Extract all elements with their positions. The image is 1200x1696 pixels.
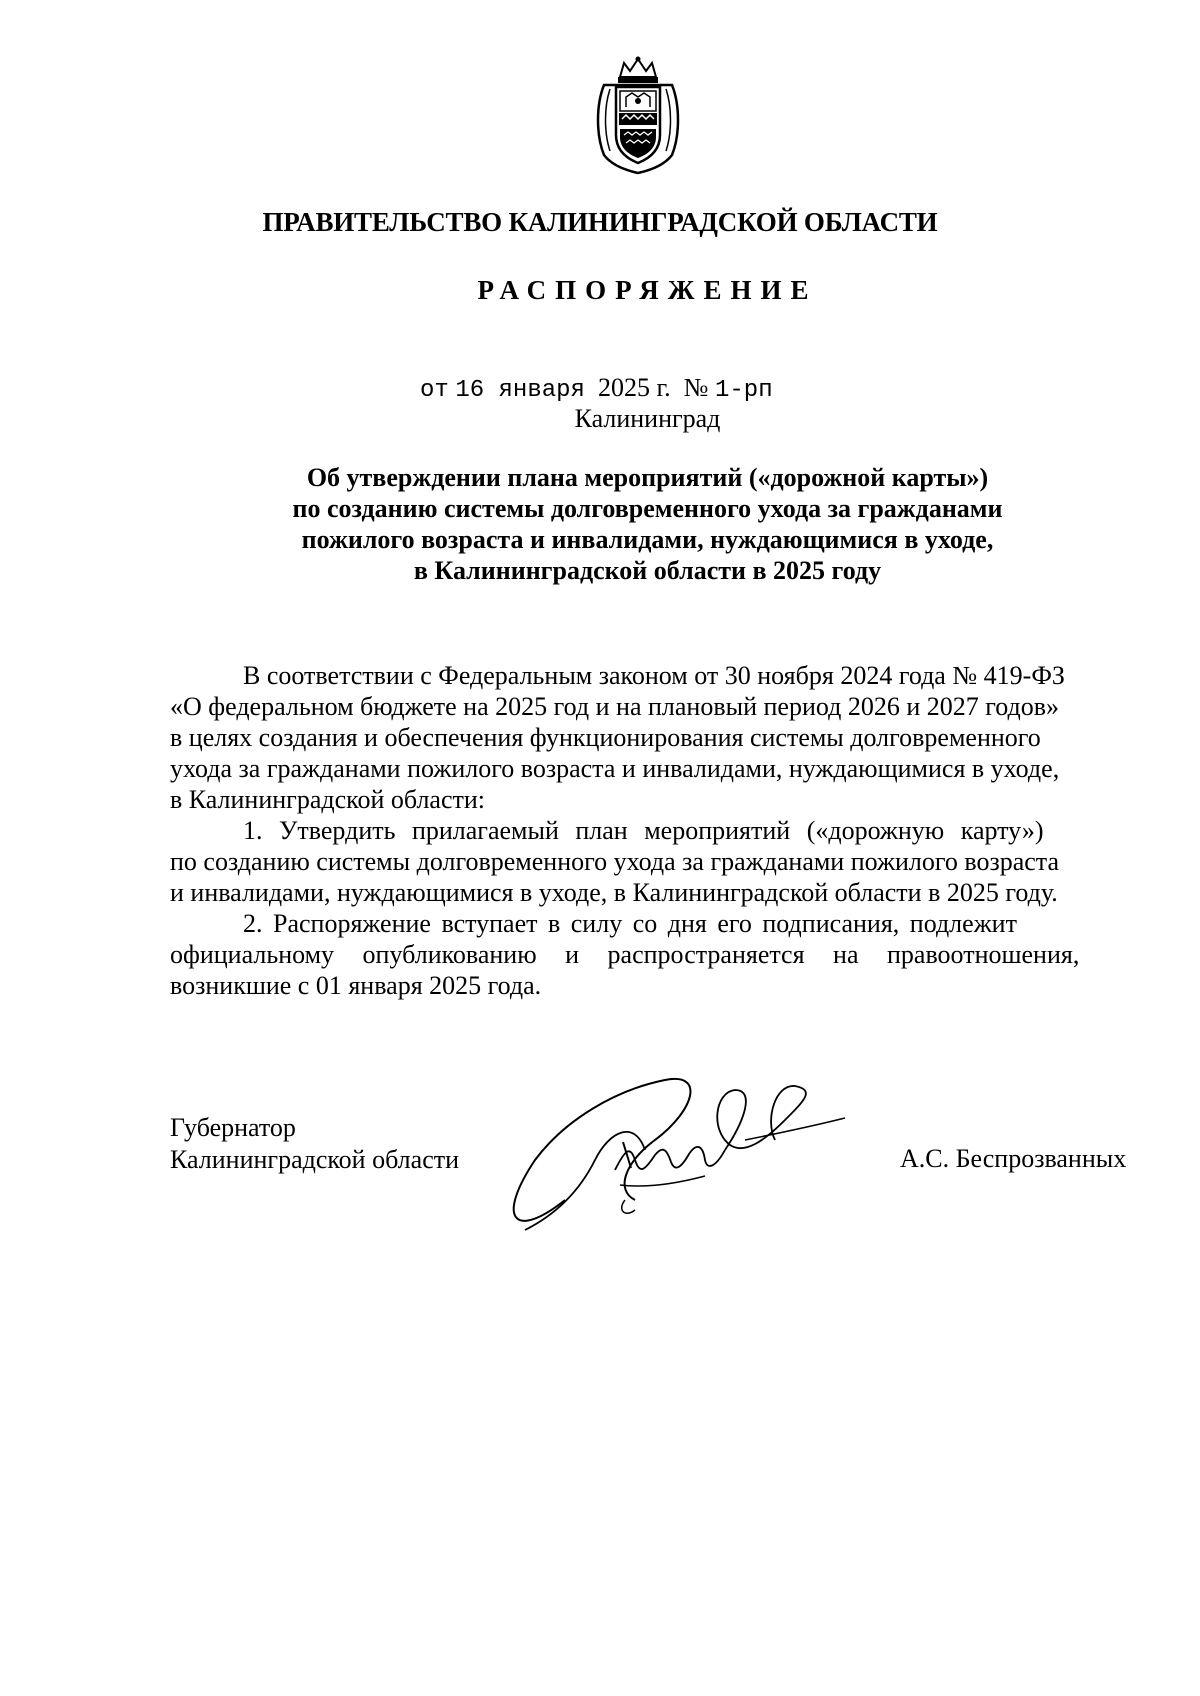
date-day: 16 января (455, 377, 585, 404)
preamble-line: В соответствии с Федеральным законом от 30 ноября 2024 года № 419-ФЗ (243, 661, 1065, 690)
item-1-line: и инвалидами, нуждающимися в уходе, в Калининградской области в 2025 году. (170, 878, 1058, 907)
organization-title: ПРАВИТЕЛЬСТВО КАЛИНИНГРАДСКОЙ ОБЛАСТИ (262, 207, 938, 237)
preamble-line: «О федеральном бюджете на 2025 год и на плановый период 2026 и 2027 годов» (170, 692, 1060, 721)
subject-line: Об утверждении плана мероприятий («дорожной карты») (306, 463, 989, 492)
signatory-name: А.С. Беспрозванных (900, 1144, 1127, 1173)
item-2-line: 2. Распоряжение вступает в силу со дня его подписания, подлежит (243, 909, 1017, 938)
document-body (170, 660, 1150, 1001)
subject-line: в Калининградской области в 2025 году (413, 556, 882, 585)
preamble-line: ухода за гражданами пожилого возраста и инвалидами, нуждающимися в уходе, (170, 754, 1060, 783)
date-from: от (420, 377, 449, 404)
position-line: Калининградской области (170, 1145, 460, 1174)
signatory-position (170, 1112, 459, 1176)
date-year: 2025 г. (597, 373, 671, 402)
subject-line: по созданию системы долговременного ухода за гражданами (292, 494, 1003, 523)
position-line: Губернатор (170, 1113, 296, 1142)
city: Калининград (574, 404, 721, 433)
preamble-line: в целях создания и обеспечения функционирования системы долговременного (170, 723, 1041, 752)
preamble-line: в Калининградской области: (170, 785, 486, 814)
item-2-line: официальному опубликованию и распространяется на правоотношения, (170, 940, 1080, 969)
number-sign: № (683, 373, 709, 402)
item-1-line: 1. Утвердить прилагаемый план мероприятий («дорожную карту») (243, 816, 1044, 845)
coat-of-arms-emblem (590, 55, 686, 175)
handwritten-signature (495, 1050, 935, 1250)
date-number-line (420, 373, 773, 404)
item-2-line: возникшие с 01 января 2025 года. (170, 971, 542, 1000)
subject-line: пожилого возраста и инвалидами, нуждающимися в уходе, (301, 525, 994, 554)
document-type: РАСПОРЯЖЕНИЕ (477, 275, 818, 305)
document-subject (160, 462, 1135, 586)
item-1-line: по созданию системы долговременного ухода за гражданами пожилого возраста (170, 847, 1060, 876)
document-number: 1-рп (714, 377, 773, 404)
